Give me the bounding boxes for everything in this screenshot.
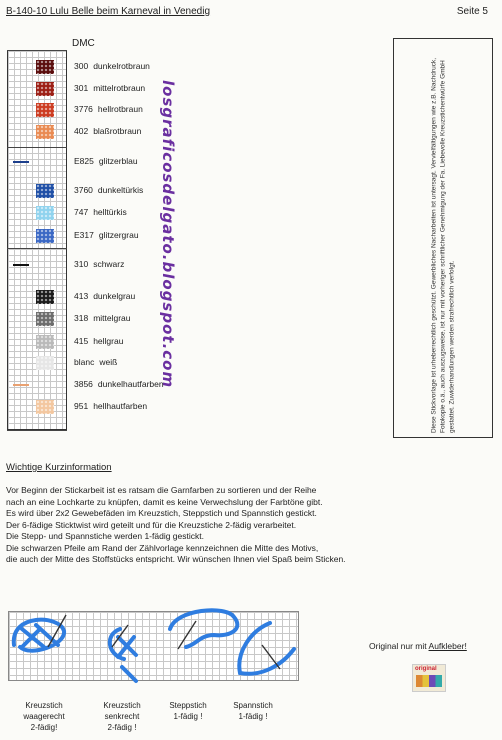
color-name: schwarz <box>93 259 125 269</box>
stitch-name: Steppstich <box>169 701 207 710</box>
stitch-note: 1-fädig ! <box>238 712 268 721</box>
stitch-note: 2-fädig ! <box>107 723 137 732</box>
info-line: die auch der Mitte des Stoffstücks entspricht. Wir wünschen Ihnen viel Spaß beim Sticken. <box>6 554 346 564</box>
color-name: hellgrau <box>93 336 124 346</box>
dmc-code: 310 <box>74 259 89 269</box>
color-label <box>74 357 117 367</box>
dmc-code: 3760 <box>74 185 93 195</box>
color-name: helltürkis <box>93 207 127 217</box>
color-name: blaßrotbraun <box>93 126 142 136</box>
spannstich-path <box>239 623 294 674</box>
color-swatch <box>36 103 54 117</box>
watermark: losgraficosdelgato.blogspot.com <box>159 80 177 389</box>
color-label <box>74 401 147 411</box>
sticker-link: Aufkleber! <box>428 641 467 651</box>
color-name: dunkelgrau <box>93 291 136 301</box>
dmc-code: 951 <box>74 401 89 411</box>
color-label <box>74 126 141 136</box>
cross-vertical-stitch <box>110 629 136 681</box>
stitch-note: 2-fädig! <box>30 723 58 732</box>
info-heading: Wichtige Kurzinformation <box>6 462 112 473</box>
stitch-name: Kreuzstich waagerecht <box>23 701 65 721</box>
color-label <box>74 259 124 269</box>
color-swatch <box>36 125 54 139</box>
dmc-code: 3776 <box>74 104 93 114</box>
stitch-caption <box>96 700 148 733</box>
color-name: glitzergrau <box>98 230 139 240</box>
document-title: B-140-10 Lulu Belle beim Karneval in Venedig <box>6 6 211 17</box>
original-notice <box>369 641 467 651</box>
color-swatch <box>36 356 54 370</box>
sticker-logo <box>416 675 442 687</box>
color-swatch <box>13 161 29 163</box>
stitch-name: Spannstich <box>233 701 273 710</box>
stitch-caption <box>230 700 276 722</box>
sticker-image <box>412 664 446 692</box>
color-name: hellhautfarben <box>93 401 148 411</box>
color-name: mittelrotbraun <box>93 83 146 93</box>
info-line: Vor Beginn der Stickarbeit ist es ratsam die Garnfarben zu sortieren und der Reihe <box>6 485 317 495</box>
dmc-code: 413 <box>74 291 89 301</box>
info-line: nach an eine Lochkarte zu knüpfen, damit es keine Verwechslung der Farbtöne gibt. <box>6 496 323 507</box>
color-label <box>74 230 139 240</box>
color-swatch <box>13 384 29 386</box>
color-name: hellrotbraun <box>97 104 143 114</box>
dmc-code: E317 <box>74 230 94 240</box>
color-label <box>74 313 131 323</box>
stitch-caption <box>14 700 74 733</box>
color-swatch <box>36 229 54 243</box>
stitch-name: Kreuzstich senkrecht <box>103 701 141 721</box>
page-number: Seite 5 <box>456 6 488 17</box>
color-name: dunkelrotbraun <box>93 61 150 71</box>
info-line: Es wird über 2x2 Gewebefäden im Kreuzstich, Steppstich und Spannstich gestickt. <box>6 508 317 518</box>
color-label <box>74 156 138 166</box>
info-line: Die Stepp- und Spannstiche werden 1-fädig gestickt. <box>6 531 204 541</box>
dmc-code: 402 <box>74 126 89 136</box>
dmc-code: 301 <box>74 83 89 93</box>
dmc-code: 3856 <box>74 379 93 389</box>
stitch-caption <box>166 700 210 722</box>
color-label <box>74 336 123 346</box>
info-line: Der 6-fädige Sticktwist wird geteilt und für die Kreuzstiche 2-fädig verarbeitet. <box>6 519 297 530</box>
dmc-code: blanc <box>74 357 95 367</box>
stitch-note: 1-fädig ! <box>173 712 203 721</box>
legend-heading: DMC <box>72 38 95 49</box>
legend-divider <box>7 430 67 431</box>
needle-icon <box>262 645 280 669</box>
color-label <box>74 61 150 71</box>
color-swatch <box>36 206 54 220</box>
stitch-illustrations <box>0 585 300 695</box>
color-swatch <box>36 400 54 414</box>
color-swatch <box>36 60 54 74</box>
copyright-box <box>393 38 493 438</box>
dmc-code: 415 <box>74 336 89 346</box>
color-label <box>74 185 143 195</box>
color-label <box>74 104 143 114</box>
color-swatch <box>36 82 54 96</box>
color-swatch <box>36 335 54 349</box>
dmc-code: 318 <box>74 313 89 323</box>
color-name: weiß <box>99 357 118 367</box>
sticker-label: original <box>415 666 437 672</box>
dmc-code: 300 <box>74 61 89 71</box>
color-swatch <box>13 264 29 266</box>
cross-horizontal-stitch <box>14 620 64 651</box>
color-label <box>74 291 135 301</box>
info-text <box>6 485 496 566</box>
color-swatch <box>36 184 54 198</box>
legend-divider <box>7 248 67 249</box>
color-name: dunkelhautfarben <box>97 379 164 389</box>
dmc-code: 747 <box>74 207 89 217</box>
info-line: Die schwarzen Pfeile am Rand der Zählvorlage kennzeichnen die Mitte des Motivs, <box>6 542 319 553</box>
color-label <box>74 379 164 389</box>
dmc-code: E825 <box>74 156 94 166</box>
color-swatch <box>36 312 54 326</box>
color-name: glitzerblau <box>98 156 138 166</box>
color-label <box>74 207 127 217</box>
color-name: mittelgrau <box>93 313 131 323</box>
color-name: dunkeltürkis <box>97 185 144 195</box>
legend-divider <box>7 147 67 148</box>
backstitch-path <box>170 610 237 647</box>
legend-divider <box>7 50 67 51</box>
copyright-text: Diese Stickvorlage ist urheberrechtlich geschützt. Gewerbliches Nacharbeiten ist untersagt. Vervielfältigungen wie z.B. Nachdruck, Fotokopie o.ä., auch auszugsweise, ist nur mit vorheriger schriftlicher Genehmigung der Fa. Liebevolle Kreuzstichentwürfe GmbH gestattet. Zuwiderhandlungen werden strafrechtlich verfolgt. <box>430 57 456 433</box>
original-prefix: Original nur mit <box>369 641 429 651</box>
color-label <box>74 83 145 93</box>
color-swatch <box>36 290 54 304</box>
